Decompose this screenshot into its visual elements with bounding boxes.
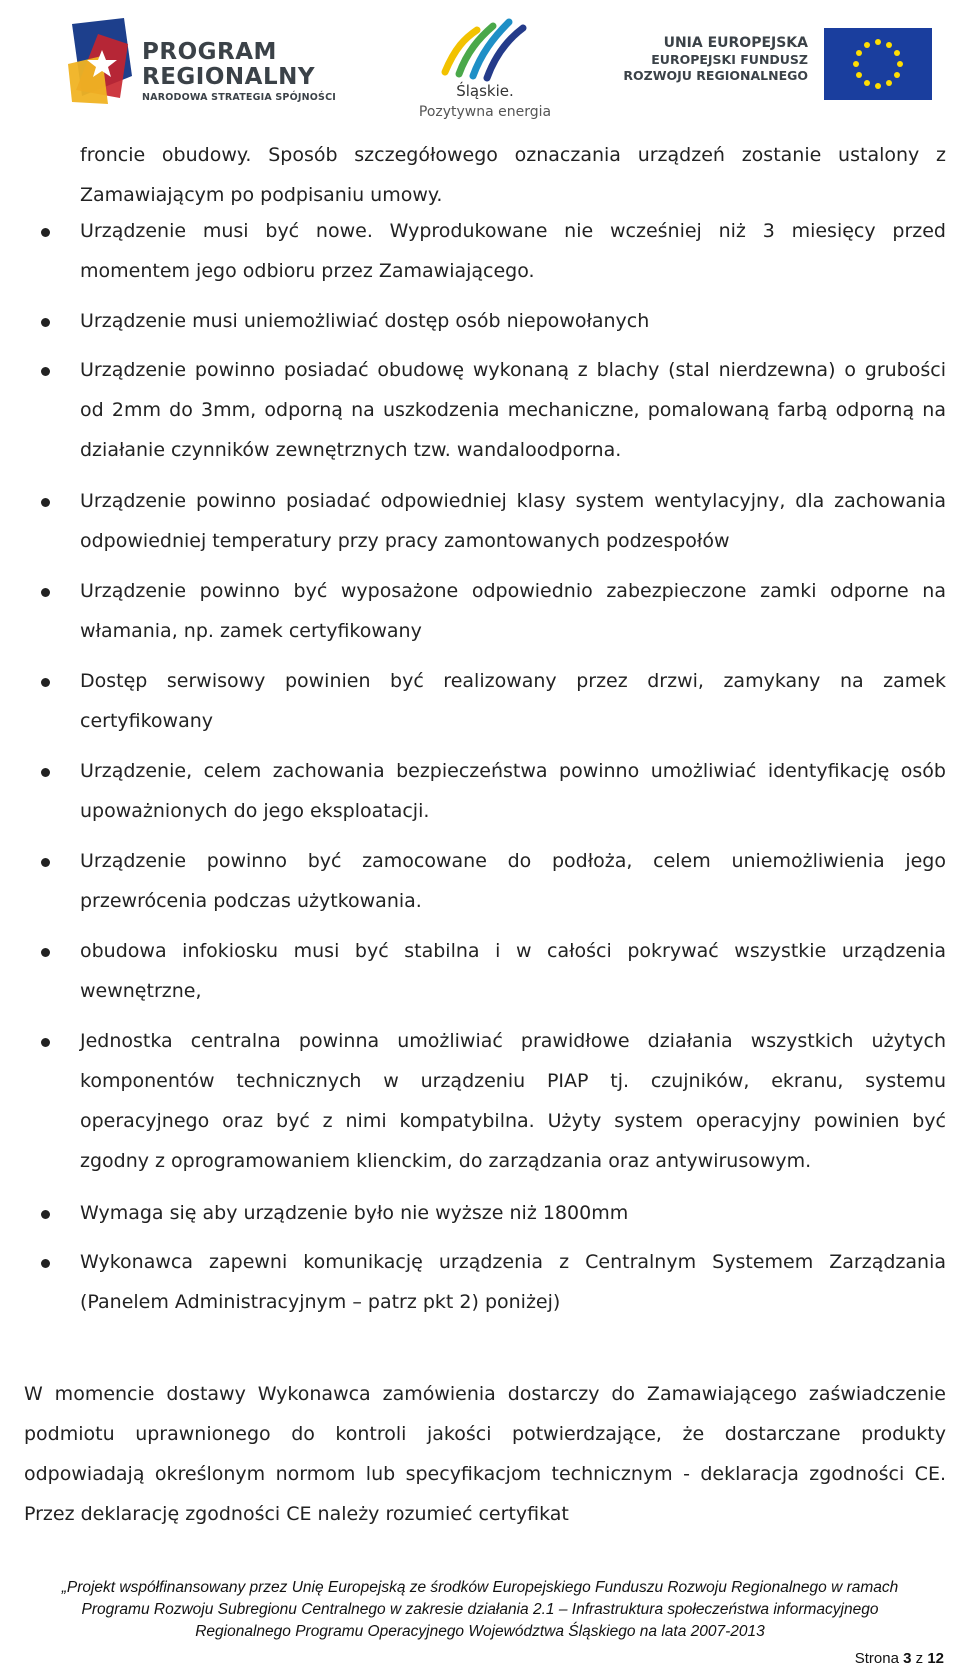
page-footer <box>0 1577 960 1643</box>
eu-line2: EUROPEJSKI FUNDUSZ <box>651 52 808 67</box>
bullet-item-6: Dostęp serwisowy powinien być realizowany przez drzwi, zamykany na zamek certyfikowany <box>80 670 946 732</box>
bullet-item-5: Urządzenie powinno być wyposażone odpowiednio zabezpieczone zamki odporne na włamania, np. zamek certyfikowany <box>80 580 946 642</box>
eu-line1: UNIA EUROPEJSKA <box>663 35 808 51</box>
bullet-icon <box>41 948 50 957</box>
bullet-icon <box>41 1038 50 1047</box>
bullet-icon <box>41 678 50 687</box>
eu-line3: ROZWOJU REGIONALNEGO <box>623 68 808 83</box>
slaskie-name: Śląskie. <box>456 82 514 100</box>
bullet-item-10: Jednostka centralna powinna umożliwiać prawidłowe działania wszystkich użytych komponentów technicznych w urządzeniu PIAP tj. czujników, ekranu, systemu operacyjnego oraz być z nimi kompatybilna. Użyty system operacyjny powinien być zgodny z oprogramowaniem klienckim, do zarządzania oraz antywirusowym. <box>80 1030 946 1172</box>
page-header <box>0 0 960 130</box>
bullet-icon <box>41 768 50 777</box>
page-number-of: z <box>915 1650 924 1667</box>
bullet-item-9: obudowa infokiosku musi być stabilna i w całości pokrywać wszystkie urządzenia wewnętrzne, <box>80 940 946 1002</box>
eu-stars-icon <box>824 28 932 100</box>
bullet-item-12: Wykonawca zapewni komunikację urządzenia z Centralnym Systemem Zarządzania (Panelem Administracyjnym – patrz pkt 2) poniżej) <box>80 1251 946 1313</box>
bullet-icon <box>41 1259 50 1268</box>
bullet-item-1: Urządzenie musi być nowe. Wyprodukowane nie wcześniej niż 3 miesięcy przed momentem jego odbioru przez Zamawiającego. <box>80 220 946 282</box>
page-number-label: Strona <box>854 1650 899 1667</box>
footer-line2: Programu Rozwoju Subregionu Centralnego w zakresie działania 2.1 – Infrastruktura społeczeństwa informacyjnego <box>81 1601 879 1618</box>
program-regionalny-emblem-icon <box>62 16 140 106</box>
page-number-total: 12 <box>927 1650 944 1667</box>
program-subtitle: NARODOWA STRATEGIA SPÓJNOŚCI <box>142 92 336 103</box>
continuation-paragraph: froncie obudowy. Sposób szczegółowego oznaczania urządzeń zostanie ustalony z Zamawiającym po podpisaniu umowy. <box>80 144 946 206</box>
bullet-item-4: Urządzenie powinno posiadać odpowiedniej klasy system wentylacyjny, dla zachowania odpowiedniej temperatury przy pracy zamontowanych podzespołów <box>80 490 946 552</box>
bullet-item-2: Urządzenie musi uniemożliwiać dostęp osób niepowołanych <box>80 310 650 332</box>
eu-flag-icon <box>824 28 932 100</box>
bullet-icon <box>41 858 50 867</box>
footer-line3: Regionalnego Programu Operacyjnego Województwa Śląskiego na lata 2007-2013 <box>195 1623 765 1640</box>
slaskie-waves-icon <box>405 8 565 82</box>
footer-line1: „Projekt współfinansowany przez Unię Europejską ze środków Europejskiego Funduszu Rozwoju Regionalnego w ramach <box>61 1579 899 1596</box>
page-number-current: 3 <box>903 1650 912 1667</box>
bullet-icon <box>41 588 50 597</box>
bullet-icon <box>41 318 50 327</box>
slaskie-tagline: Pozytywna energia <box>418 104 552 120</box>
bullet-item-3: Urządzenie powinno posiadać obudowę wykonaną z blachy (stal nierdzewna) o grubości od 2mm do 3mm, odporną na uszkodzenia mechaniczne, pomalowaną farbą odporną na działanie czynników zewnętrznych tzw. wandaloodporna. <box>80 359 946 461</box>
program-title-line1: PROGRAM <box>142 39 277 65</box>
eu-logo <box>624 24 932 104</box>
program-regionalny-logo <box>62 16 352 108</box>
bullet-item-8: Urządzenie powinno być zamocowane do podłoża, celem uniemożliwienia jego przewrócenia podczas użytkowania. <box>80 850 946 912</box>
slaskie-logo <box>405 8 565 124</box>
bullet-icon <box>41 1210 50 1219</box>
eu-logo-text <box>623 34 808 84</box>
bullet-item-11: Wymaga się aby urządzenie było nie wyższe niż 1800mm <box>80 1202 629 1224</box>
closing-paragraph: W momencie dostawy Wykonawca zamówienia dostarczy do Zamawiającego zaświadczenie podmiotu uprawnionego do kontroli jakości potwierdzające, że dostarczane produkty odpowiadają określonym normom lub specyfikacjom technicznym - deklaracja zgodności CE. Przez deklarację zgodności CE należy rozumieć certyfikat <box>24 1383 946 1525</box>
bullet-icon <box>41 367 50 376</box>
program-title-line2: REGIONALNY <box>142 64 316 90</box>
bullet-icon <box>41 228 50 237</box>
bullet-icon <box>41 498 50 507</box>
bullet-item-7: Urządzenie, celem zachowania bezpieczeństwa powinno umożliwiać identyfikację osób upoważnionych do jego eksploatacji. <box>80 760 946 822</box>
page-number <box>855 1650 944 1667</box>
program-regionalny-title <box>142 40 315 90</box>
